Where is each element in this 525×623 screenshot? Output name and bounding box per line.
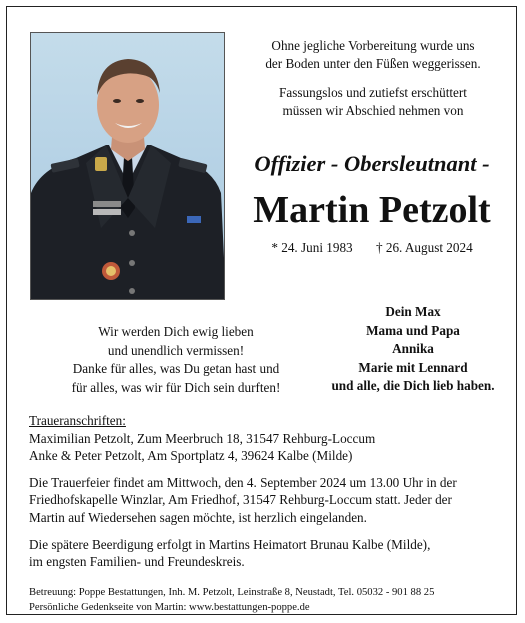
birth-date: * 24. Juni 1983 xyxy=(271,240,353,255)
intro-line-2: der Boden unter den Füßen weggerissen. xyxy=(265,56,481,71)
farewell-line: Wir werden Dich ewig lieben xyxy=(98,324,254,339)
service-line: Martin auf Wiedersehen sagen möchte, ist herzlich eingelanden. xyxy=(29,509,367,525)
address-line: Maximilian Petzolt, Zum Meerbruch 18, 31547 Rehburg-Loccum xyxy=(29,430,376,446)
life-dates xyxy=(225,240,519,256)
intro-text xyxy=(237,37,509,131)
burial-paragraph xyxy=(29,536,509,571)
family-line: und alle, die Dich lieb haben. xyxy=(331,378,495,393)
obituary-card xyxy=(6,6,517,615)
farewell-line: Danke für alles, was Du getan hast und xyxy=(72,361,280,376)
burial-line: Die spätere Beerdigung erfolgt in Martins Heimatort Brunau Kalbe (Milde), xyxy=(29,536,431,552)
address-line: Anke & Peter Petzolt, Am Sportplatz 4, 39624 Kalbe (Milde) xyxy=(29,448,353,464)
deceased-name: Martin Petzolt xyxy=(253,189,491,231)
death-date: † 26. August 2024 xyxy=(375,240,473,255)
intro-line-3: Fassungslos und zutiefst erschüttert xyxy=(279,85,467,100)
addresses-heading: Traueranschriften: xyxy=(29,413,126,428)
family-line: Mama und Papa xyxy=(366,322,460,338)
service-line: Die Trauerfeier findet am Mittwoch, den 4. September 2024 um 13.00 Uhr in der xyxy=(29,474,457,490)
intro-line-4: müssen wir Abschied nehmen von xyxy=(282,103,464,118)
service-line: Friedhofskapelle Winzlar, Am Friedhof, 31547 Rehburg-Loccum statt. Jeder der xyxy=(29,492,452,508)
memorial-page-info: Persönliche Gedenkseite von Martin: www.bestattungen-poppe.de xyxy=(29,602,310,613)
burial-line: im engsten Familien- und Freundeskreis. xyxy=(29,554,245,570)
rank-title: Offizier - Obersleutnant - xyxy=(254,151,490,176)
farewell-line: für alles, was wir für Dich sein durften! xyxy=(71,379,281,395)
intro-line-1: Ohne jegliche Vorbereitung wurde uns xyxy=(271,38,475,53)
undertaker-info: Betreuung: Poppe Bestattungen, Inh. M. Petzolt, Leinstraße 8, Neustadt, Tel. 05032 - 901 88 25 xyxy=(29,587,435,598)
details-section xyxy=(29,412,509,571)
farewell-line: und unendlich vermissen! xyxy=(107,342,245,358)
farewell-text xyxy=(41,323,311,397)
family-line: Annika xyxy=(392,341,434,356)
service-paragraph xyxy=(29,474,509,527)
family-mourners xyxy=(313,303,513,396)
family-line: Dein Max xyxy=(385,304,441,319)
family-line: Marie mit Lennard xyxy=(358,359,468,375)
footer xyxy=(29,585,509,615)
portrait-photo xyxy=(30,32,225,300)
